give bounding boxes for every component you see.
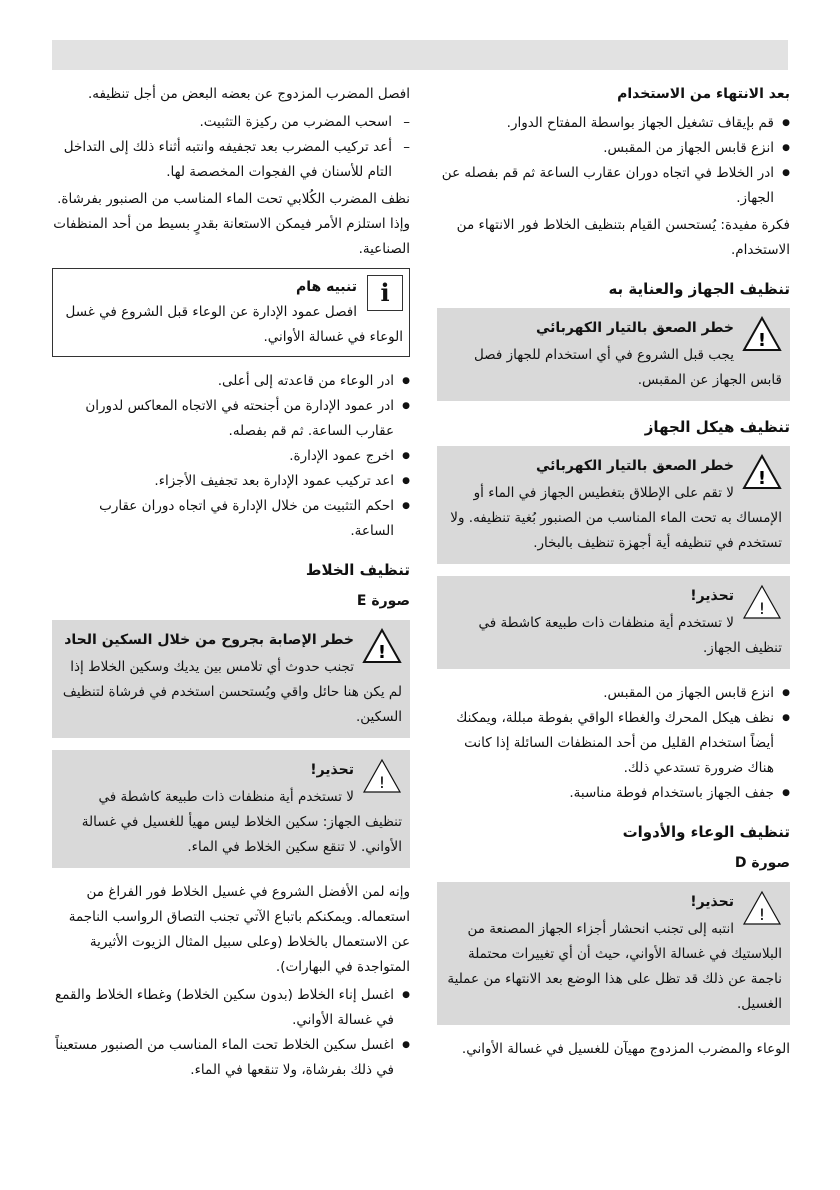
list-item: ● انزع قابس الجهاز من المقبس. — [437, 136, 774, 161]
list-item: ● ادر الخلاط في اتجاه دوران عقارب الساعة ثم قم بفصله عن الجهاز. — [437, 161, 774, 211]
caution-text: لا تستخدم أية منظفات ذات طبيعة كاشطة في تنظيف الجهاز. — [478, 615, 782, 656]
list-item: – أعد تركيب المضرب بعد تجفيفه وانتبه أثناء ذلك إلى التداخل التام للأسنان في الفجوات المخصصة لها. — [52, 135, 392, 185]
caution-title: تحذير! — [310, 762, 354, 778]
svg-text:!: ! — [378, 773, 386, 792]
whisk-cleaning-text: نظف المضرب الكُلابي تحت الماء المناسب من الصنبور بفرشاة. وإذا استلزم الأمر فيمكن الاستعانة بقدرٍ بسيط من أحد المنظفات الصناعية. — [53, 191, 410, 257]
warning-icon — [742, 316, 782, 352]
caution-title: تحذير! — [690, 894, 734, 910]
list-item: – اسحب المضرب من ركيزة التثبيت. — [52, 110, 392, 135]
header-bar — [52, 40, 788, 70]
note-title: تنبيه هام — [296, 279, 357, 295]
shock-warning-box — [437, 446, 790, 564]
list-item: ● ادر الوعاء من قاعدته إلى أعلى. — [52, 369, 394, 394]
dash-list — [52, 110, 410, 185]
caution-text: انتبه إلى تجنب انحشار أجزاء الجهاز المصنعة من البلاستيك في غسالة الأواني، حيث أن أي تغييرات محتملة ناجمة عن ذلك قد تظل على هذا الوضع بعد الانتهاء من عملية الغسيل. — [447, 921, 782, 1012]
warning-title: خطر الإصابة بجروح من خلال السكين الحاد — [64, 632, 354, 648]
bowl-steps-list — [52, 369, 410, 544]
caution-box — [52, 750, 410, 868]
svg-text:!: ! — [757, 468, 767, 489]
list-item: ● انزع قابس الجهاز من المقبس. — [437, 681, 774, 706]
info-icon: i — [367, 275, 403, 311]
caution-text: لا تستخدم أية منظفات ذات طبيعة كاشطة في تنظيف الجهاز: سكين الخلاط ليس مهيأ للغسيل في غسالة الأواني. لا تنقع سكين الخلاط في الماء. — [81, 789, 402, 855]
left-column — [52, 82, 410, 1085]
warning-icon — [742, 454, 782, 490]
right-column — [437, 82, 790, 1065]
warning-icon — [362, 628, 402, 664]
intro-text: افصل المضرب المزدوج عن بعضه البعض من أجل تنظيفه. — [87, 86, 410, 102]
caution-icon — [742, 890, 782, 926]
injury-warning-box — [52, 620, 410, 738]
note-text: افصل عمود الإدارة عن الوعاء قبل الشروع في غسل الوعاء في غسالة الأواني. — [65, 304, 403, 345]
caution-title: تحذير! — [690, 588, 734, 604]
housing-list — [437, 681, 790, 806]
blender-title: تنظيف الخلاط — [305, 561, 410, 579]
list-item: ● ادر عمود الإدارة من أجنحته في الاتجاه المعاكس لدوران عقارب الساعة. ثم قم بفصله. — [52, 394, 394, 444]
warning-text: تجنب حدوث أي تلامس بين يديك وسكين الخلاط إذا لم يكن هنا حائل واقي ويُستحسن استخدم في فرشاة لتنظيف السكين. — [62, 659, 402, 725]
svg-text:!: ! — [758, 905, 766, 924]
blender-list — [52, 983, 410, 1083]
caution-box — [437, 576, 790, 669]
warning-text: لا تقم على الإطلاق بتغطيس الجهاز في الماء أو الإمساك به تحت الماء المناسب من الصنبور بُغية تنظيفه. ولا تستخدم في تنظيفه أية أجهزة تنظيف بالبخار. — [450, 485, 782, 551]
closing-text: الوعاء والمضرب المزدوج مهيآن للغسيل في غسالة الأواني. — [461, 1041, 790, 1057]
list-item: ● اخرج عمود الإدارة. — [52, 444, 394, 469]
figure-label: صورة E — [356, 593, 410, 609]
warning-title: خطر الصعق بالتيار الكهربائي — [535, 320, 734, 336]
caution-icon — [362, 758, 402, 794]
list-item: ● جفف الجهاز باستخدام فوطة مناسبة. — [437, 781, 774, 806]
after-use-list — [437, 111, 790, 211]
cleaning-care-title: تنظيف الجهاز والعناية به — [608, 280, 790, 298]
list-item: ● اعد تركيب عمود الإدارة بعد تجفيف الأجزاء. — [52, 469, 394, 494]
list-item: ● اغسل سكين الخلاط تحت الماء المناسب من الصنبور مستعيناً في ذلك بفرشاة، ولا تنقعها في الماء. — [52, 1033, 394, 1083]
shock-warning-box — [437, 308, 790, 401]
blender-para: وإنه لمن الأفضل الشروع في غسيل الخلاط فور الفراغ من استعماله. ويمكنكم باتباع الآتي تجنب التصاق الرواسب الناجمة عن الاستعمال بالخلاط (وعلى سبيل المثال الزيوت الأثيرية المتواجدة في البهارات). — [68, 884, 410, 975]
figure-label: صورة D — [734, 855, 790, 871]
warning-title: خطر الصعق بالتيار الكهربائي — [535, 458, 734, 474]
tip-text: فكرة مفيدة: يُستحسن القيام بتنظيف الخلاط فور الانتهاء من الاستخدام. — [456, 217, 790, 258]
after-use-title: بعد الانتهاء من الاستخدام — [617, 86, 790, 102]
list-item: ● قم بإيقاف تشغيل الجهاز بواسطة المفتاح الدوار. — [437, 111, 774, 136]
warning-text: يجب قبل الشروع في أي استخدام للجهاز فصل قابس الجهاز عن المقبس. — [473, 347, 782, 388]
svg-text:!: ! — [377, 642, 387, 663]
list-item: ● اغسل إناء الخلاط (بدون سكين الخلاط) وغطاء الخلاط والقمع في غسالة الأواني. — [52, 983, 394, 1033]
caution-box — [437, 882, 790, 1025]
svg-text:!: ! — [758, 599, 766, 618]
list-item: ● نظف هيكل المحرك والغطاء الواقي بفوطة مبللة، ويمكنك أيضاً استخدام القليل من أحد المنظفات السائلة إذا كانت هناك ضرورة تستدعي ذلك. — [437, 706, 774, 781]
important-note-box — [52, 268, 410, 357]
caution-icon — [742, 584, 782, 620]
bowl-title: تنظيف الوعاء والأدوات — [622, 823, 790, 841]
svg-text:!: ! — [757, 330, 767, 351]
housing-title: تنظيف هيكل الجهاز — [644, 418, 790, 436]
list-item: ● احكم التثبيت من خلال الإدارة في اتجاه دوران عقارب الساعة. — [52, 494, 394, 544]
